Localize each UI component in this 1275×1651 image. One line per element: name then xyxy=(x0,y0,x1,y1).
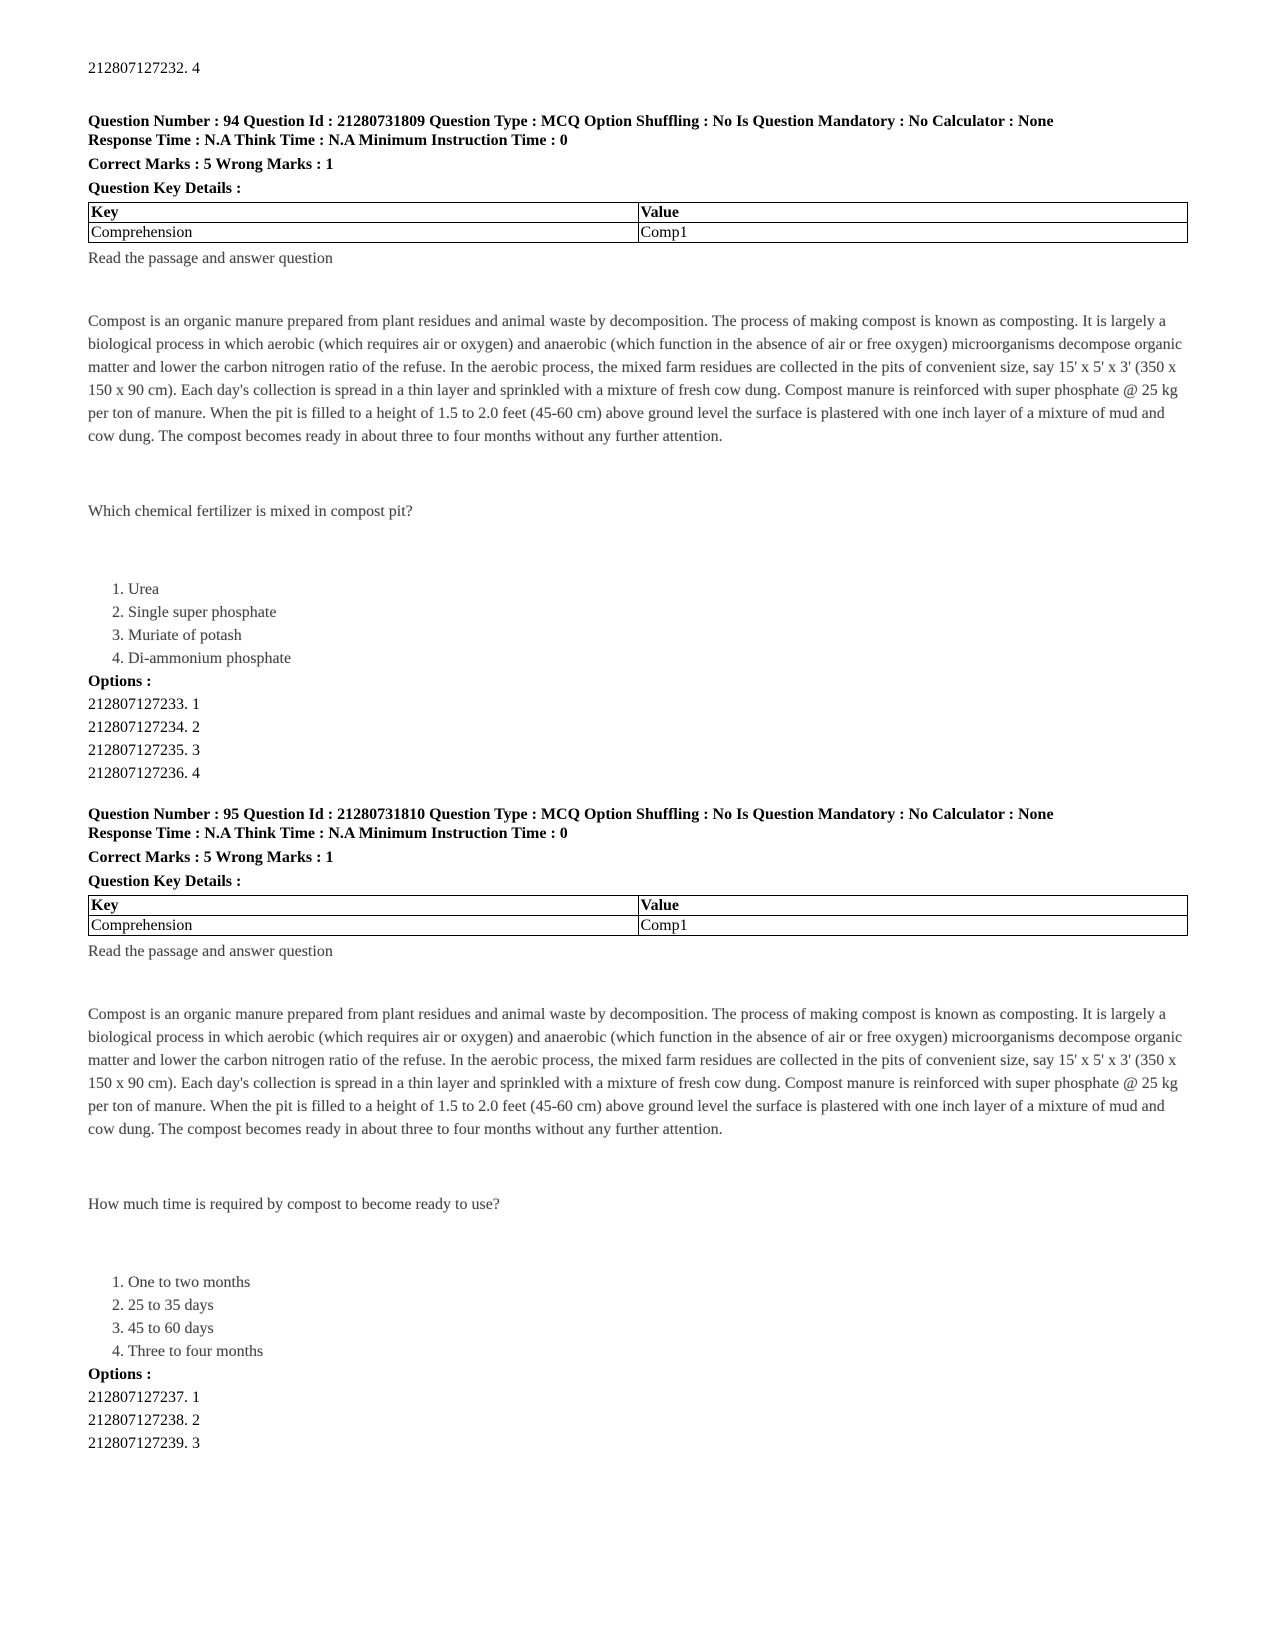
choice-list xyxy=(88,1271,1188,1363)
key-table-header xyxy=(89,896,1188,916)
option-line: 212807127234. 2 xyxy=(88,719,200,736)
options-label: Options : xyxy=(88,673,152,690)
options-label: Options : xyxy=(88,1366,152,1383)
marks-line: Correct Marks : 5 Wrong Marks : 1 xyxy=(88,849,334,866)
key-details-label: Question Key Details : xyxy=(88,180,242,197)
choice-item: 2. 25 to 35 days xyxy=(112,1297,214,1314)
key-table-row xyxy=(89,223,1188,243)
option-line: 212807127238. 2 xyxy=(88,1412,200,1429)
question-meta-line-2: Response Time : N.A Think Time : N.A Minimum Instruction Time : 0 xyxy=(88,132,568,149)
key-details-table xyxy=(88,202,1188,243)
value-header-cell: Value xyxy=(638,896,1188,916)
marks-line: Correct Marks : 5 Wrong Marks : 1 xyxy=(88,156,334,173)
option-line: 212807127239. 3 xyxy=(88,1435,200,1452)
key-cell: Comprehension xyxy=(89,916,639,936)
choice-item: 3. 45 to 60 days xyxy=(112,1320,214,1337)
key-header-cell: Key xyxy=(89,203,639,223)
question-meta-line-1: Question Number : 95 Question Id : 21280731810 Question Type : MCQ Option Shuffling : No Is Question Mandatory : No Calculator : None xyxy=(88,806,1054,823)
question-block-95 xyxy=(88,805,1188,1455)
question-block-94 xyxy=(88,112,1188,785)
option-line: 212807127236. 4 xyxy=(88,765,200,782)
question-meta xyxy=(88,112,1188,150)
choice-item: 3. Muriate of potash xyxy=(112,627,242,644)
choice-item: 4. Di-ammonium phosphate xyxy=(112,650,292,667)
passage-text: Compost is an organic manure prepared from plant residues and animal waste by decomposition. The process of making compost is known as composting. It is largely a biological process in which aerobic (which requires air or oxygen) and anaerobic (which function in the absence of air or free oxygen) microorganisms decompose organic matter and lower the carbon nitrogen ratio of the refuse. In the aerobic process, the mixed farm residues are collected in the pits of convenient size, say 15' x 5' x 3' (350 x 150 x 90 cm). Each day's collection is spread in a thin layer and sprinkled with a mixture of fresh cow dung. Compost manure is reinforced with super phosphate @ 25 kg per ton of manure. When the pit is filled to a height of 1.5 to 2.0 feet (45-60 cm) above ground level the surface is plastered with one inch layer of a mixture of mud and cow dung. The compost becomes ready in about three to four months without any further attention. xyxy=(88,313,1183,445)
key-cell: Comprehension xyxy=(89,223,639,243)
value-cell: Comp1 xyxy=(638,223,1188,243)
key-details-table xyxy=(88,895,1188,936)
option-line: 212807127233. 1 xyxy=(88,696,200,713)
document-page xyxy=(88,60,1188,1475)
key-table-header xyxy=(89,203,1188,223)
question-meta xyxy=(88,805,1188,843)
choice-list xyxy=(88,578,1188,670)
choice-item: 1. One to two months xyxy=(112,1274,251,1291)
choice-item: 2. Single super phosphate xyxy=(112,604,277,621)
passage-text: Compost is an organic manure prepared from plant residues and animal waste by decomposition. The process of making compost is known as composting. It is largely a biological process in which aerobic (which requires air or oxygen) and anaerobic (which function in the absence of air or free oxygen) microorganisms decompose organic matter and lower the carbon nitrogen ratio of the refuse. In the aerobic process, the mixed farm residues are collected in the pits of convenient size, say 15' x 5' x 3' (350 x 150 x 90 cm). Each day's collection is spread in a thin layer and sprinkled with a mixture of fresh cow dung. Compost manure is reinforced with super phosphate @ 25 kg per ton of manure. When the pit is filled to a height of 1.5 to 2.0 feet (45-60 cm) above ground level the surface is plastered with one inch layer of a mixture of mud and cow dung. The compost becomes ready in about three to four months without any further attention. xyxy=(88,1006,1183,1138)
question-text: How much time is required by compost to become ready to use? xyxy=(88,1196,500,1213)
value-header-cell: Value xyxy=(638,203,1188,223)
question-text: Which chemical fertilizer is mixed in compost pit? xyxy=(88,503,413,520)
key-header-cell: Key xyxy=(89,896,639,916)
question-meta-line-1: Question Number : 94 Question Id : 21280731809 Question Type : MCQ Option Shuffling : No Is Question Mandatory : No Calculator : None xyxy=(88,113,1054,130)
choice-item: 4. Three to four months xyxy=(112,1343,264,1360)
question-meta-line-2: Response Time : N.A Think Time : N.A Minimum Instruction Time : 0 xyxy=(88,825,568,842)
passage-intro: Read the passage and answer question xyxy=(88,250,333,267)
choice-item: 1. Urea xyxy=(112,581,160,598)
key-table-row xyxy=(89,916,1188,936)
option-line: 212807127237. 1 xyxy=(88,1389,200,1406)
option-line: 212807127235. 3 xyxy=(88,742,200,759)
passage-intro: Read the passage and answer question xyxy=(88,943,333,960)
option-line: 212807127232. 4 xyxy=(88,60,200,77)
value-cell: Comp1 xyxy=(638,916,1188,936)
key-details-label: Question Key Details : xyxy=(88,873,242,890)
